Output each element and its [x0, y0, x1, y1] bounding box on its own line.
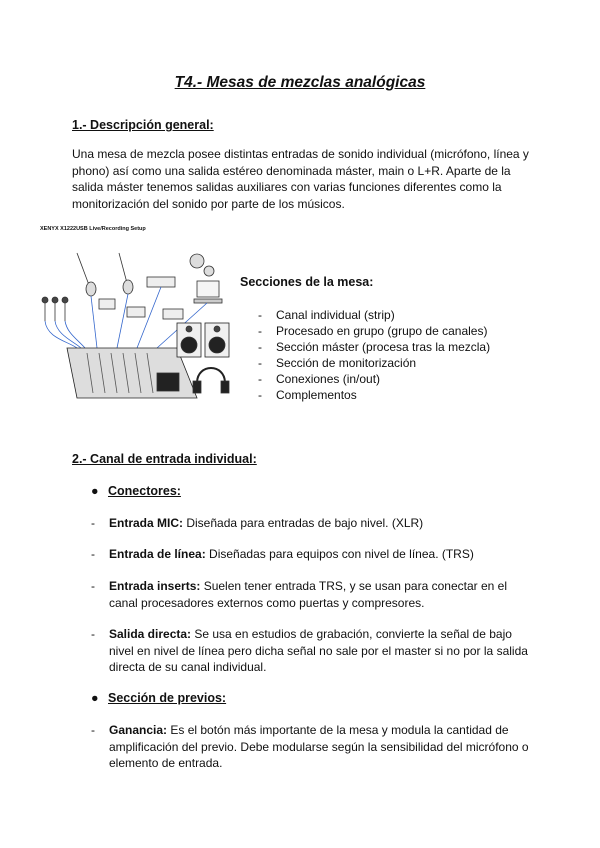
section-heading-canal: 2.- Canal de entrada individual: — [72, 452, 257, 466]
guitar-icon — [119, 253, 133, 294]
guitar-icon — [77, 253, 96, 296]
item-label: Salida directa: — [109, 627, 192, 641]
figure-caption: XENYX X1222USB Live/Recording Setup — [40, 226, 146, 232]
item-text: Es el botón más importante de la mesa y modula la cantidad de amplificación del previo. Debe modularse según la sensibilidad del micrófono o elemento de entrada. — [109, 723, 529, 770]
item-text: Diseñada para entradas de bajo nivel. (XLR) — [183, 516, 424, 530]
item-text: Suelen tener entrada TRS, y se usan para conectar en el canal procesadores externos como puertas y compresores. — [109, 579, 507, 610]
speaker-icon — [177, 323, 229, 357]
list-item: - Conexiones (in/out) — [258, 371, 490, 387]
page-title: T4.- Mesas de mezclas analógicas — [174, 74, 426, 91]
item-label: Entrada de línea: — [109, 547, 206, 561]
item-label: Entrada MIC: — [109, 516, 184, 530]
mixer-diagram-illustration — [37, 223, 233, 408]
mixer-setup-figure — [37, 223, 233, 408]
bullet-dot-icon: ● — [91, 691, 99, 705]
item-text: Se usa en estudios de grabación, convierte la señal de bajo nivel en nivel de línea pero dicha señal no sale por el master si no por la salida directa de su canal individual. — [109, 627, 528, 674]
list-item: - Sección de monitorización — [258, 355, 490, 371]
list-item: - Complementos — [258, 387, 490, 403]
section-heading-descripcion: 1.- Descripción general: — [72, 118, 214, 132]
list-item: - Canal individual (strip) — [258, 307, 490, 323]
bullet-dot-icon: ● — [91, 484, 99, 498]
drum-icon — [190, 254, 204, 268]
list-item: - Procesado en grupo (grupo de canales) — [258, 323, 490, 339]
item-text: Diseñadas para equipos con nivel de línea. (TRS) — [205, 547, 474, 561]
computer-icon — [197, 281, 219, 297]
list-item: - Ganancia: Es el botón más importante de la mesa y modula la cantidad de amplificación del previo. Debe modularse según la sensibilidad del micrófono o elemento de entrada. — [91, 723, 529, 770]
description-paragraph: Una mesa de mezcla posee distintas entradas de sonido individual (micrófono, línea y phono) así como una salida estéreo denominada máster, main o L+R. Aparte de la salida máster tenemos salidas auxiliares con varias funciones diferentes como la monitorización del sonido por parte de los músicos. — [72, 147, 529, 211]
list-item: - Salida directa: Se usa en estudios de grabación, convierte la señal de bajo nivel en nivel de línea pero dicha señal no sale por el master si no por la salida directa de su canal individual. — [91, 627, 528, 674]
bullet-heading-previos — [91, 691, 226, 705]
sections-list — [258, 307, 490, 403]
sections-title: Secciones de la mesa: — [240, 275, 374, 289]
item-label: Ganancia: — [109, 723, 168, 737]
list-item: - Entrada de línea: Diseñadas para equipos con nivel de línea. (TRS) — [91, 547, 474, 561]
headphones-icon — [193, 368, 229, 393]
bullet-heading-text: Conectores: — [108, 484, 181, 498]
keyboard-icon — [147, 277, 175, 287]
list-item: - Sección máster (procesa tras la mezcla) — [258, 339, 490, 355]
bullet-heading-conectores — [91, 484, 181, 498]
item-label: Entrada inserts: — [109, 579, 201, 593]
list-item: - Entrada MIC: Diseñada para entradas de bajo nivel. (XLR) — [91, 516, 424, 530]
list-item: - Entrada inserts: Suelen tener entrada TRS, y se usan para conectar en el canal procesadores externos como puertas y compresores. — [91, 579, 507, 610]
bullet-heading-text: Sección de previos: — [108, 691, 227, 705]
microphone-icon — [42, 297, 68, 321]
